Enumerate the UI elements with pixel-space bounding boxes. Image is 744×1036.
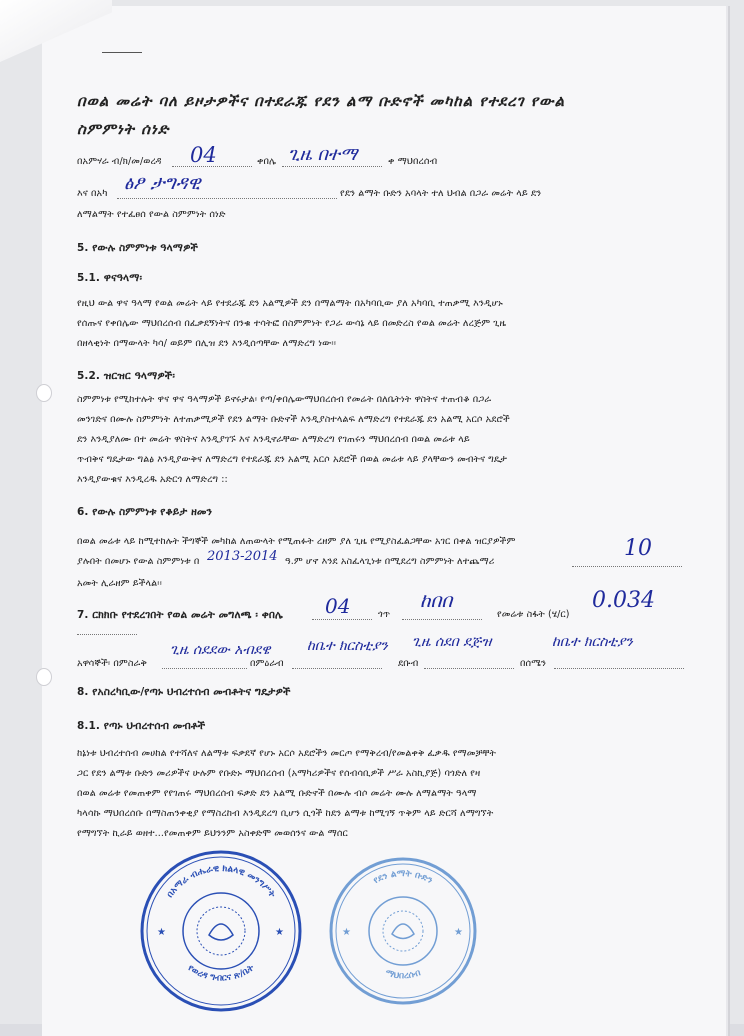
body-line: በወል መሬቱ የመጠቀም የየገጠሩ ማህበረሰብ ፍቃድ ደን አልሚ ቡድኖች በሙሉ ብሶ መሬት ሙሉ ለማልማት ዓላማ xyxy=(77,788,477,799)
document-title-line2: ስምምነት ሰነድ xyxy=(77,120,170,138)
stamp-left-graphic xyxy=(139,849,303,1013)
svg-text:★: ★ xyxy=(454,927,463,938)
fill-line xyxy=(424,668,514,669)
intro-line3: ለማልማት የተፈፀሰ የውል ስምምነት ሰነድ xyxy=(77,209,226,220)
section-6-heading: 6. የውሉ ስምምነቱ የቆይታ ዘመን xyxy=(77,506,213,518)
fill-line xyxy=(572,566,682,567)
fill-line xyxy=(402,619,482,620)
body-line: በወል መሬቱ ላይ ከሚተከሉት ችግኞች መካከል ለጠውላት የሚጠፉት ረዘም ያለ ጊዜ የሚያስፈልጋቸው አገር በቀል ዝርያዎችም xyxy=(77,536,516,547)
area-label: የመሬቱ ስፋት (ሄ/ር) xyxy=(497,609,570,620)
section-5-2-heading: 5.2. ዝርዝር ዓላማዎች፡ xyxy=(77,370,175,382)
goti-label: ጎጥ xyxy=(378,609,391,620)
fill-line xyxy=(162,668,247,669)
body-line: የማግኘት ኪራይ ወዘተ...የመጠቀም ይህንንም አስቀድሞ መወሰንና ውል ማሰር xyxy=(77,828,348,839)
north-label: በሰሜን xyxy=(520,658,547,669)
handwritten-ward: 04 xyxy=(190,143,217,167)
svg-text:ማህበረሰብ xyxy=(384,968,422,981)
body-line: የዚህ ውል ዋና ዓላማ የወል መሬት ላይ የተደራጁ ደን አልሚዎች ደን በማልማት በአካባቢው ያለ አካባቢ ተጠቃሚ እንዲሆኑ xyxy=(77,298,503,309)
body-line: አመት ሊራዘም ይችላል፡፡ xyxy=(77,578,162,589)
body-line: ዓ.ም ሆኖ እንደ አስፈላጊነቱ በሚደረግ ስምምነት ለተጨማሪ xyxy=(285,556,495,567)
handwritten-goti: ከበበ xyxy=(420,590,453,612)
svg-text:★: ★ xyxy=(342,927,351,938)
body-line: ካላሳኩ ማህበረሰቡ በማስጠንቀቂያ የማስረከብ እንዲደረግ ቢሆን ሲጎች ከደን ልማቱ ከሚገኝ ጥቅም ላይ ድርሻ ለማግኘት xyxy=(77,808,494,819)
stamp-left-top-text: በአማራ ብሔራዊ ክልላዊ መንግሥት xyxy=(165,863,277,900)
stamp-right-top-text: የደን ልማት ቡድን xyxy=(371,868,435,887)
fill-line xyxy=(117,198,337,199)
boundaries-label: አዋሳኞች፡ በምስራቅ xyxy=(77,658,147,669)
punch-hole-top xyxy=(36,384,52,402)
handwritten-group-name: ፅፆ ታግዳዊ xyxy=(124,172,201,194)
west-label: በምዕራብ xyxy=(250,658,284,669)
body-line: የሰጡና የቀበሌው ማህበረሰብ በፈቃደኝነትና በንቁ ተሳትፎ በስምምነት የጋራ ውሳኔ ላይ በመድረስ የወል መሬት ለረጅም ጊዜ xyxy=(77,318,507,329)
intro-line2-prefix: እና በአካ xyxy=(77,188,108,199)
section-5-1-heading: 5.1. ዋናዓላማ፡ xyxy=(77,272,143,284)
section-8-heading: 8. የአስረካቢው/የጣኑ ህብረተሰብ መብቶትና ግዴታዎች xyxy=(77,686,291,698)
intro-line2-suffix: የደን ልማት ቡድን አባላት ተለ ህብል በጋራ መሬት ላይ ደን xyxy=(340,188,542,199)
fill-line xyxy=(77,634,137,635)
body-line: ጋር የደን ልማቱ ቡድን መሪዎችና ሁሉም የቡድኑ ማህበረሰብ (አማካሪዎችና የሰብሳቢዎች ሥራ አስኪያጅ) ባጎድለ የዛ xyxy=(77,768,481,779)
svg-text:★: ★ xyxy=(275,927,284,938)
handwritten-contract-years: 2013-2014 xyxy=(207,549,278,564)
stamp-left-bottom-text: የወረዳ ግብርና ጽ/ቤት xyxy=(185,963,257,984)
body-line: መንገድና በሙሉ ስምምነት ለተጠቃሚዎች የደን ልማት ቡድኖች እንዲያስተላልፍ ለማድረግ የተደራጁ ደን አልሚ አርሶ አደሮች xyxy=(77,414,510,425)
svg-text:የወረዳ ግብርና ጽ/ቤት xyxy=(186,963,257,984)
fill-line xyxy=(292,668,382,669)
body-line: ከኔነቱ ህብረተሰብ መሀከል የተሻለና ለልማቱ ፍቃደኛ የሆኑ አርሶ አደሮችን መርጦ የማቅረብ/የመልቀቅ ፈቃዱ የማመቻቸት xyxy=(77,748,496,759)
stamp-right-bottom-text: ማህበረሰብ xyxy=(384,968,423,982)
official-stamp-left xyxy=(139,849,303,1013)
section-8-1-heading: 8.1. የጣኑ ህብረተሰብ መብቶች xyxy=(77,720,206,732)
fill-line xyxy=(554,668,684,669)
intro-line1-suffix: ቀ ማህበረሰብ xyxy=(388,156,438,167)
section-7-label: 7. ርክክቡ የተደረገበት የወል መሬት መግለጫ ፡ ቀበሌ xyxy=(77,609,283,621)
handwritten-area: 0.034 xyxy=(592,588,655,613)
body-line: ጥብቅና ግዴታው ግልፅ እንዲያውቅና ለማድረግ የተደራጁ ደን አልሚ አርሶ አደሮች በወል መሬቱ ላይ ያላቸውን መብትና ግዴታ xyxy=(77,454,507,465)
fill-line xyxy=(312,619,372,620)
document-page xyxy=(42,6,726,1036)
official-stamp-right xyxy=(328,856,478,1006)
body-line: ደን እንዲያለሙ በተ መሬት ዋስትና እንዲያገኙ እና እንዲኖራቸው ለማድረግ የገጠሩን ማህበረሰብ በወል መሬቱ ላይ xyxy=(77,434,470,445)
stamp-right-graphic xyxy=(328,856,478,1006)
body-line: እንዲያውቁና እንዲረዱ አድርጎ ለማድረግ :: xyxy=(77,474,228,485)
body-line: ያሉበት በመሆኑ የውል ስምምነቱ በ xyxy=(77,556,200,567)
svg-text:የደን ልማት ቡድን xyxy=(372,869,434,886)
handwritten-east-boundary: ጊዜ ሰደደው አብደዌ xyxy=(170,642,271,658)
handwritten-kebele-number: 04 xyxy=(325,594,351,618)
handwritten-south-boundary: ጊዜ ሰደበ ደጅዝ xyxy=(412,634,492,650)
punch-hole-bottom xyxy=(36,668,52,686)
handwritten-kebele: ጊዜ በተማ xyxy=(288,144,358,165)
section-5-heading: 5. የውሉ ስምምነቱ ዓላማዎች xyxy=(77,242,199,254)
body-line: በዘላቂነት በማውላት ካሳ/ ወይም በሊዝ ደን እንዲሰጣቸው ለማድረግ ነው፡፡ xyxy=(77,338,337,349)
svg-text:★: ★ xyxy=(157,927,166,938)
south-label: ደቡብ xyxy=(398,658,419,669)
handwritten-extension-years: 10 xyxy=(624,536,652,561)
body-line: ስምምነቱ የሚከተሉት ዋና ዋና ዓላማዎች ይኖሩታል፡ የጣ/ቀበሌውማህበረሰብ የመሬት በለቤትነት ዋስትና ተጠብቆ በጋራ xyxy=(77,394,492,405)
fill-line xyxy=(282,166,382,167)
header-mark xyxy=(102,52,142,53)
intro-kebele-label: ቀበሌ xyxy=(257,156,277,167)
handwritten-north-boundary: ከቤተ ክርስቲያን xyxy=(552,634,633,650)
document-title-line1: በወል መሬት ባለ ይዞታዎችና በተደራጁ የደን ልማ ቡድኖች መካከል የተደረገ የውል xyxy=(77,92,565,110)
intro-line1-prefix: በአምሃራ ብ/ክ/መ/ወረዳ xyxy=(77,156,162,167)
handwritten-west-boundary: ከቤተ ክርስቲያን xyxy=(307,638,388,654)
